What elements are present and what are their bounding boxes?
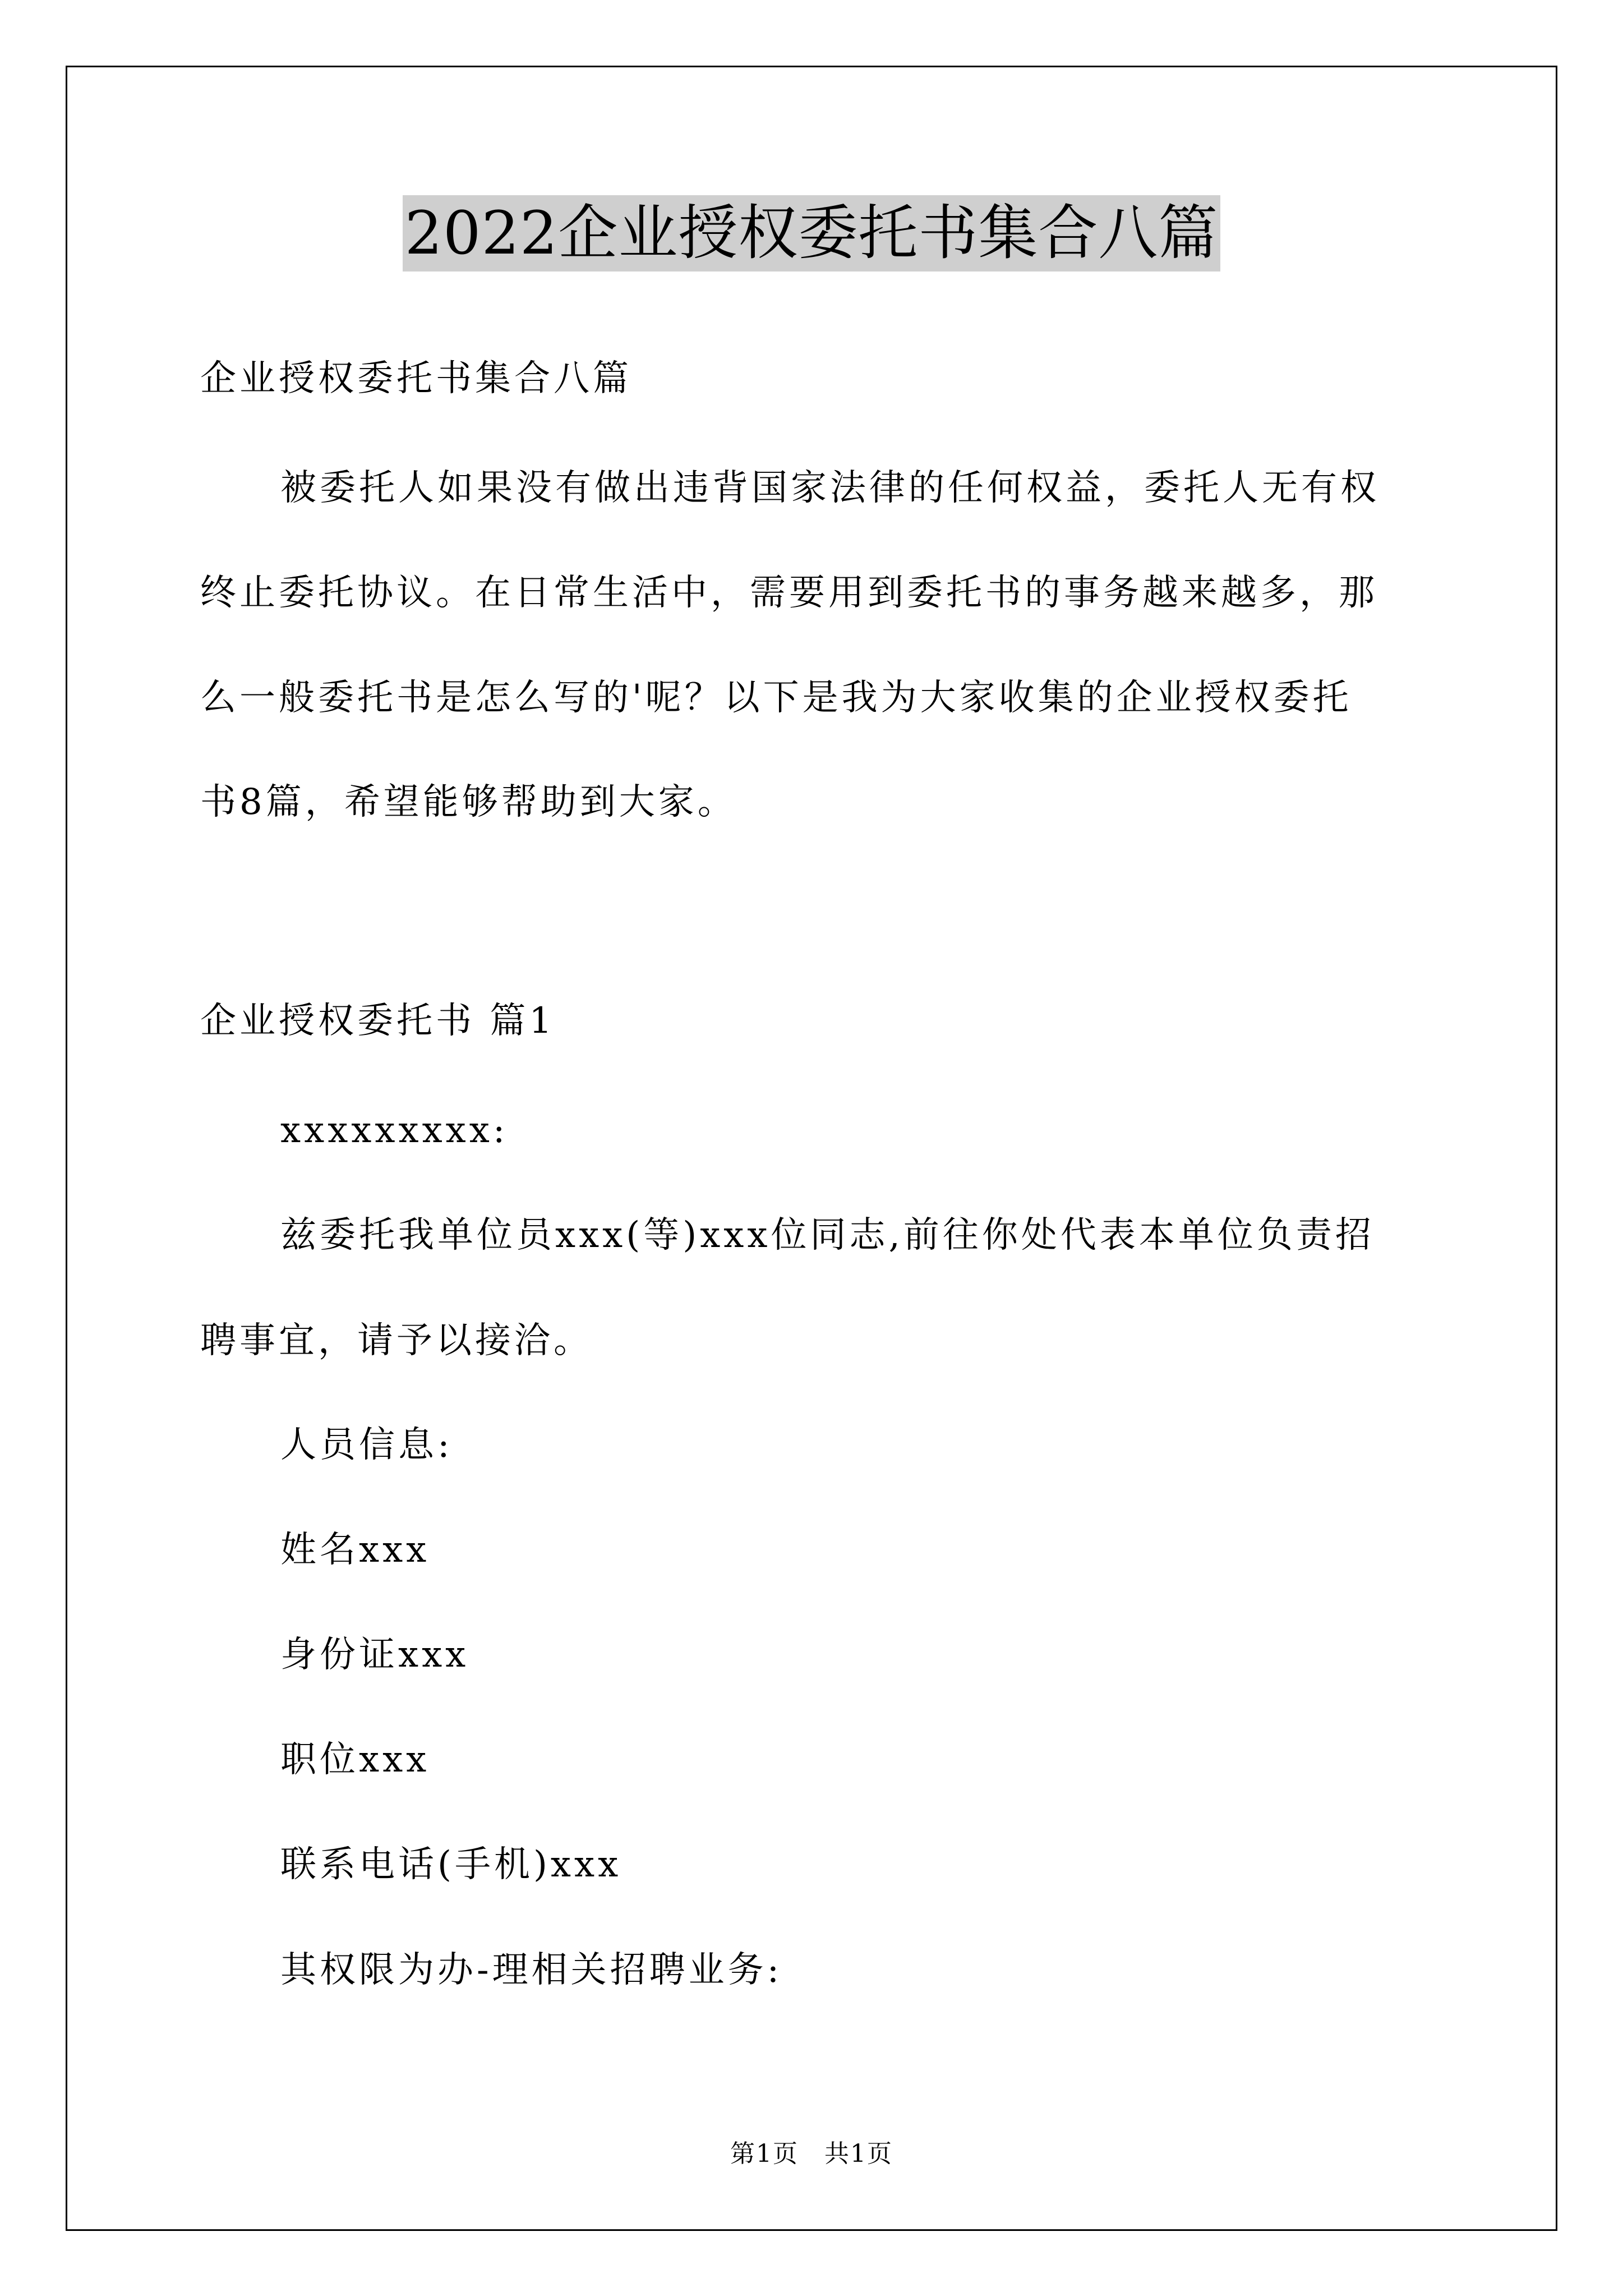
salutation: xxxxxxxxx: xyxy=(280,1110,509,1151)
section-heading: 企业授权委托书 篇1 xyxy=(200,1000,556,1042)
info-heading: 人员信息: xyxy=(280,1424,453,1466)
intro-line: 书8篇，希望能够帮助到大家。 xyxy=(200,781,737,823)
authority-line: 其权限为办-理相关招聘业务: xyxy=(280,1949,783,1991)
info-item: 职位xxx xyxy=(280,1739,430,1780)
body-line: 聘事宜，请予以接洽。 xyxy=(200,1320,593,1361)
info-item: 姓名xxx xyxy=(280,1529,430,1571)
intro-line: 么一般委托书是怎么写的'呢？以下是我为大家收集的企业授权委托 xyxy=(200,677,1352,719)
intro-line: 终止委托协议。在日常生活中，需要用到委托书的事务越来越多，那 xyxy=(200,572,1378,614)
intro-line: 被委托人如果没有做出违背国家法律的任何权益，委托人无有权 xyxy=(280,467,1380,509)
info-item: 联系电话(手机)xxx xyxy=(280,1844,622,1885)
document-subtitle: 企业授权委托书集合八篇 xyxy=(200,358,632,399)
document-title: 2022企业授权委托书集合八篇 xyxy=(403,195,1221,272)
title-container xyxy=(0,195,1623,272)
page-footer: 第1页 共1页 xyxy=(730,2139,893,2168)
body-line: 兹委托我单位员xxx(等)xxx位同志,前往你处代表本单位负责招 xyxy=(280,1214,1375,1256)
info-item: 身份证xxx xyxy=(280,1634,469,1676)
